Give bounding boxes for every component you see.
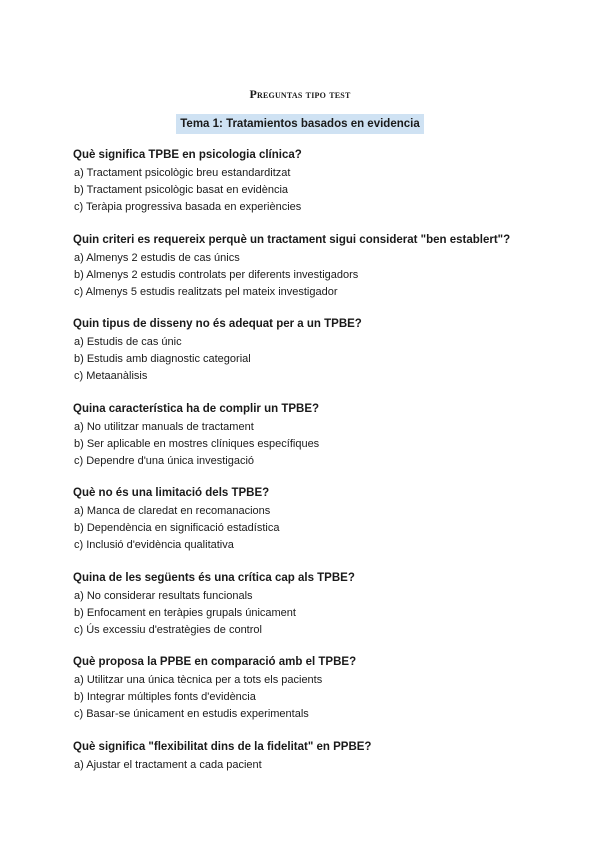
question-block (73, 147, 553, 216)
answer-option: a) Utilitzar una única tècnica per a tots els pacients (74, 674, 323, 686)
answer-option: b) Enfocament en teràpies grupals únicament (74, 606, 296, 619)
answer-option: c) Metaanàlisis (74, 370, 148, 382)
question-text: Quina de les següents és una crítica cap als TPBE? (73, 571, 355, 584)
answer-option: a) Tractament psicològic breu estandarditzat (74, 167, 291, 179)
topic-heading-wrapper (0, 114, 600, 134)
answer-option: c) Inclusió d'evidència qualitativa (74, 539, 234, 551)
answer-option: b) Estudis amb diagnostic categorial (74, 353, 251, 365)
topic-heading: Tema 1: Tratamientos basados en evidencia (176, 114, 423, 134)
question-text: Quin tipus de disseny no és adequat per a un TPBE? (73, 318, 362, 330)
answer-option: a) Manca de claredat en recomanacions (74, 505, 271, 517)
question-block (73, 485, 553, 554)
answer-option: b) Tractament psicològic basat en evidència (74, 184, 289, 196)
question-block (73, 232, 553, 301)
question-text: Què significa TPBE en psicologia clínica? (73, 149, 302, 161)
question-block (73, 401, 553, 470)
question-block (73, 316, 553, 385)
answer-option: b) Integrar múltiples fonts d'evidència (74, 691, 256, 703)
document-title: Preguntas tipo test (249, 87, 351, 101)
answer-option: a) Estudis de cas únic (74, 336, 182, 348)
answer-option: b) Ser aplicable en mostres clíniques específiques (74, 437, 320, 450)
answer-option: c) Ús excessiu d'estratègies de control (74, 623, 262, 636)
answer-option: c) Teràpia progressiva basada en experiències (74, 201, 302, 213)
answer-option: a) No utilitzar manuals de tractament (74, 420, 254, 433)
question-text: Què no és una limitació dels TPBE? (73, 487, 270, 499)
answer-option: c) Almenys 5 estudis realitzats pel mateix investigador (74, 285, 338, 298)
question-list (73, 147, 553, 789)
answer-option: b) Almenys 2 estudis controlats per diferents investigadors (74, 268, 359, 281)
question-block (73, 570, 553, 639)
question-text: Quina característica ha de complir un TPBE? (73, 402, 320, 415)
question-text: Quin criteri es requereix perquè un tractament sigui considerat "ben establert"? (73, 233, 511, 246)
answer-option: a) No considerar resultats funcionals (74, 589, 253, 602)
answer-option: b) Dependència en significació estadística (74, 522, 280, 534)
question-text: Què significa "flexibilitat dins de la fidelitat" en PPBE? (73, 740, 372, 753)
question-text: Què proposa la PPBE en comparació amb el TPBE? (73, 656, 357, 668)
answer-option: a) Ajustar el tractament a cada pacient (74, 758, 262, 771)
answer-option: c) Basar-se únicament en estudis experimentals (74, 708, 309, 720)
answer-option: a) Almenys 2 estudis de cas únics (74, 251, 240, 264)
answer-option: c) Dependre d'una única investigació (74, 454, 255, 467)
question-block (73, 739, 553, 774)
question-block (73, 654, 553, 723)
